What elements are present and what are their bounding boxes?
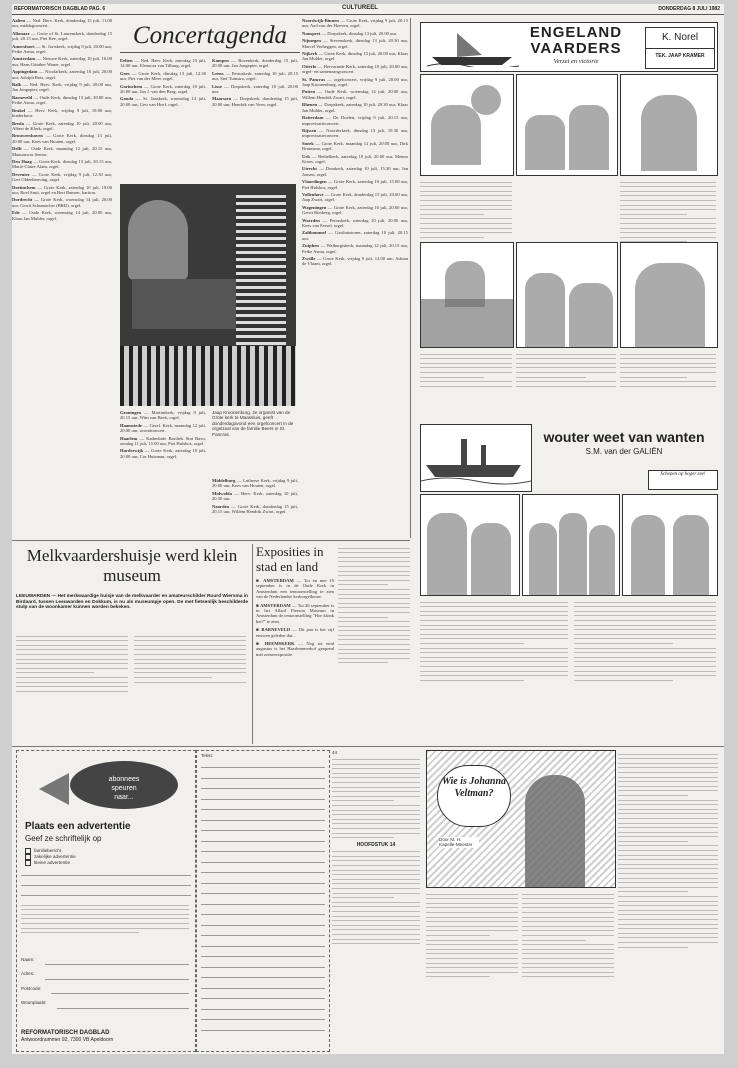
strip1-title2: VAARDERS: [530, 40, 622, 57]
concert-entry-text: — St. Janskerk, woensdag 14 juli, 20.00 uur, Gert van Hoef, orgel.: [120, 96, 206, 107]
concert-entry: [12, 69, 112, 80]
strip2-text-right: [574, 598, 716, 738]
label-tekst: Tekst:: [201, 753, 213, 758]
concert-entry: [12, 82, 112, 93]
concert-entry-place: Eelten: [120, 58, 133, 63]
concert-entry-place: Amsterdam: [12, 56, 36, 62]
concert-entry-text: — Grote Kerk, zaterdag 10 juli, 20.00 uur, Jan J. van den Berg, orgel.: [120, 83, 206, 95]
concert-entry: [212, 84, 298, 95]
concert-entry-text: — Grote Kerk, vrijdag 9 juli, 20.15 uur, Aad van der Hoeven, orgel.: [302, 18, 408, 29]
concert-entry-text: — St. Joriskerk, vrijdag 9 juli, 20.00 uur, Feike Asma, orgel.: [12, 43, 112, 55]
concert-entry-text: — Grote Kerk, zaterdag 10 juli, 19.00 uur, Roel Smit, orgel en Bert Rensen, bariton.: [12, 184, 112, 195]
strip2-ship-panel: [420, 424, 532, 492]
header-section: CULTUREEL: [342, 5, 378, 11]
concert-entry-place: Aalten: [12, 18, 26, 23]
concert-entry-place: St. Pancras: [302, 76, 326, 82]
ad-text-line[interactable]: [201, 893, 325, 894]
expo-continued: [338, 544, 410, 744]
story-col-3: [522, 890, 614, 1050]
concert-entry-place: Goes: [120, 70, 130, 76]
concert-entry-place: Leens: [212, 70, 224, 76]
concert-entry-text: — orgelconcert, vrijdag 9 juli, 20.00 uur, Jaap Kroonenburg, orgel.: [302, 76, 408, 88]
concert-entry-place: Maarssen: [212, 96, 232, 102]
organist-figure: [128, 200, 188, 280]
strip1-panel-5: [516, 242, 618, 348]
concert-entry-text: — Grote Kerk, dinsdag 13 juli, 20.15 uur, Marie-Claire Alain, orgel.: [12, 158, 112, 170]
ad-text-line[interactable]: [201, 883, 325, 884]
concert-entry-text: — Bethelkerk, zaterdag 10 juli, 20.00 uur, Menno Kroes, orgel.: [302, 153, 408, 164]
concert-entry-text: — Grote Kerk, dinsdag 13 juli, 12.30 uur, Piet van der Meer, orgel.: [120, 70, 206, 82]
concert-entry-text: — Dorpskerk, donderdag 15 juli, 20.00 uur, Hendrik van Veen, orgel.: [212, 96, 298, 107]
concert-entry-text: — Stevenskerk, dinsdag 13 juli, 20.30 uur, Marcel Verheggen, orgel.: [302, 38, 408, 49]
concert-section: [12, 18, 410, 538]
concert-entry-text: — Grote Kerk, zaterdag 10 juli, 20.00 uur, Cor Huisman, orgel.: [120, 448, 206, 459]
newspaper-page: [12, 4, 724, 1054]
concert-title-box: [120, 22, 300, 53]
concert-entry-place: Breda: [12, 120, 24, 126]
concert-entry-place: Vollenhove: [302, 191, 324, 197]
story-col-1: [332, 750, 420, 1050]
concert-entry-text: — Martinikerk, vrijdag 9 juli, 20.15 uur, Wim van Beek, orgel.: [120, 410, 206, 421]
ad-text-line[interactable]: [201, 967, 325, 968]
concert-entry-place: Nunspeet: [302, 30, 321, 36]
concert-entry: [12, 56, 112, 67]
adres-field[interactable]: [45, 979, 189, 980]
concert-entry: [302, 18, 408, 29]
concert-entry-text: — Noorderkerk, dinsdag 13 juli, 19.30 uur, improvisatieconcert.: [302, 127, 408, 139]
concert-entry: [212, 71, 298, 82]
museum-lead: LEEUWARDEN — Het merkwaardige huisje van de melkvaarder en amateurschilder Ruurd Wiersma in Birdaard, tussen Leeuwarden en Dokkum, is nu als museumpje open. De met fietsenlijk beschilderde stulp van de woonkamer kunnen worden bekeken.: [16, 594, 248, 611]
concert-entry: [12, 31, 112, 42]
concert-entry-text: — Grote Kerk, dinsdag 13 juli, 20.00 uur, Klaas Jan Mulder, orgel.: [302, 51, 408, 62]
concert-entry-place: Noordwijk-Binnen: [302, 18, 339, 23]
strip1-artist: TEK. JAAP KRAMER: [655, 53, 705, 59]
ad-text-line[interactable]: [201, 956, 325, 957]
concert-entry-place: Rotterdam: [302, 115, 324, 121]
strip1-credits: [645, 27, 715, 69]
concert-column: [12, 18, 112, 538]
naam-field[interactable]: [45, 964, 189, 965]
ad-text-line[interactable]: [201, 925, 325, 926]
concert-entry: [212, 58, 298, 69]
concert-entry-text: — Grote Kerk, dinsdag 13 juli, 20.00 uur, Kees van Houten, orgel.: [12, 133, 112, 144]
concert-entry-place: Gorinchem: [120, 83, 143, 89]
concert-entry: [120, 58, 206, 69]
concert-entry-text: — Grote Kerk, donderdag 15 juli, 20.15 uur, Willem Hendrik Zwart, orgel.: [212, 503, 298, 515]
concert-entry-place: Zutphen: [302, 243, 319, 249]
concert-entry-text: — Gasthuistoren, zaterdag 10 juli, 20.15 uur.: [302, 230, 408, 241]
concert-entry: [12, 159, 112, 170]
concert-entry-text: — Herv. Kerk, zaterdag 10 juli, 20.30 uur.: [212, 490, 298, 502]
concert-entry-text: — Oude Kerk, woensdag 14 juli, 20.00 uur, Willem Hendrik Zwart, orgel.: [302, 89, 408, 100]
concert-entry-text: — Petruskerk, zaterdag 10 juli, 20.15 uur, Stef Tuinstra, orgel.: [212, 70, 298, 82]
concert-entry: [302, 102, 408, 113]
header-date: DONDERDAG 8 JULI 1982: [658, 6, 720, 12]
ad-text-line[interactable]: [201, 820, 325, 821]
ad-footer-paper: REFORMATORISCH DAGBLAD: [21, 1030, 110, 1036]
concert-entry-place: Brakel: [12, 107, 26, 113]
concert-entry-text: — Geref. Kerk, maandag 12 juli, 20.00 uur, avondconcert.: [120, 422, 206, 434]
strip2-panel-2: [522, 494, 620, 596]
expo-place: HEEMSKERK: [264, 641, 295, 647]
photo-caption: Jaap Kroonenburg, 2e organist van de Grote kerk te Maassluis, geeft donderdagavond een orgelconcert in de orgelzaal van de familie Beers in St. Pancras.: [212, 410, 294, 437]
concert-entry: [12, 172, 112, 183]
ad-text-line[interactable]: [201, 872, 325, 873]
expo-text: — Nog tot eind augustus is het Haarlemmerhof geopend met zomerexpositie.: [256, 641, 334, 657]
concert-entry: [302, 154, 408, 165]
wie-author: Door M. H. Kapelle-Meester: [439, 837, 479, 848]
strip1-title-box: [420, 22, 718, 72]
ad-text-line[interactable]: [201, 977, 325, 978]
expo-text: — Dit jaar is het vijf eeuwen geleden dat...: [256, 627, 334, 638]
svg-text:naar...: naar...: [114, 794, 134, 801]
concert-entry-text: — Grote Kerk, zaterdag 10 juli, 20.00 uur, Gerrit Rietberg, orgel.: [302, 204, 408, 216]
label-woonplaats: Woonplaats:: [21, 1000, 47, 1006]
concert-entry: [302, 89, 408, 100]
concert-entry-place: Lisse: [212, 83, 222, 89]
concert-entry-place: Utrecht: [302, 166, 317, 172]
expo-place: BARNEVELD: [261, 627, 291, 633]
concert-entry-place: Midwolda: [212, 490, 232, 496]
strip1-panel-3: [620, 74, 718, 176]
concert-entry-place: Wageningen: [302, 204, 327, 210]
concert-entry: [12, 210, 112, 221]
concert-entry: [302, 230, 408, 241]
concert-entry: [12, 133, 112, 144]
concert-entry: [120, 84, 206, 95]
concert-entry: [120, 423, 206, 434]
concert-entry-place: Urk: [302, 153, 310, 159]
concert-entry: [302, 243, 408, 254]
megaphone-icon: [29, 759, 179, 815]
concert-entry-text: — Domkerk, zaterdag 10 juli, 15.30 uur, Jan Jonsen, orgel.: [302, 166, 408, 177]
story-col-4: [618, 750, 718, 1050]
concert-entry-place: Nijmegen: [302, 38, 321, 44]
concert-entry: [120, 410, 206, 421]
concert-entry-text: — Kathedrale Basiliek Sint Bavo, zondag 11 juli, 15.00 uur, Piet Hulsbos, orgel.: [120, 435, 206, 447]
concert-entry-place: Putten: [302, 89, 316, 95]
concert-entry-place: Nijkerk: [302, 51, 318, 57]
concert-entry-text: — Hervormde Kerk, zaterdag 10 juli, 20.00 uur, orgel- en samenzangconcert.: [302, 63, 408, 75]
concert-entry: [302, 31, 408, 36]
expo-section: [256, 544, 334, 744]
concert-entry-text: — Grote Kerk, vrijdag 9 juli, 12.00 uur, Adrian de Vlaam, orgel.: [302, 256, 408, 267]
concert-entry: [302, 166, 408, 177]
strip1-panel-2: [516, 74, 618, 176]
ad-text-line[interactable]: [201, 1030, 325, 1031]
concert-entry-text: — Lutherse Kerk, vrijdag 9 juli, 20.00 uur, Kees van Houten, orgel.: [212, 478, 298, 489]
ad-text-line[interactable]: [201, 851, 325, 852]
ad-footer-address: Antwoordnummer 92, 7300 VB Apeldoorn: [21, 1037, 114, 1043]
header-paper: REFORMATORISCH DAGBLAD PAG. 6: [14, 6, 106, 12]
ad-text-line[interactable]: [201, 914, 325, 915]
concert-entry-place: Woerden: [302, 217, 320, 223]
ad-text-line[interactable]: [201, 935, 325, 936]
concert-title: Concertagenda: [132, 22, 288, 49]
concert-entry: [212, 504, 298, 515]
ad-form-coupon: [16, 750, 196, 1052]
ad-type-option[interactable]: [25, 860, 185, 866]
concert-entry-text: — Walburgiskerk, maandag 12 juli, 20.15 uur, Feike Asma, orgel.: [302, 243, 408, 254]
concert-entry-text: — Ned. Herv. Kerk, donderdag 15 juli, 11.00 uur, middagconcert.: [12, 18, 112, 29]
concert-column: [120, 58, 206, 182]
concert-entry-place: Doetinchem: [12, 184, 36, 190]
label-postcode: Postcode:: [21, 985, 42, 991]
concert-entry-place: Vlaardingen: [302, 179, 327, 185]
ad-subheading: Geef ze schriftelijk op: [25, 834, 102, 843]
ad-type-label: familiebericht: [34, 848, 62, 854]
concert-column: [302, 18, 408, 538]
concert-entry: [212, 491, 298, 502]
concert-entry: [302, 128, 408, 139]
concert-entry: [12, 146, 112, 157]
ad-text-line[interactable]: [201, 778, 325, 779]
concert-entry: [212, 96, 298, 107]
organist-photo: [120, 184, 296, 406]
concert-entry-text: — Grote Kerk, donderdag 15 juli, 20.00 uur, Jaap Zwart, orgel.: [302, 191, 408, 203]
concert-entry-text: — Dorpskerk, zaterdag 10 juli, 20.00 uur.: [212, 83, 298, 95]
ad-text-line[interactable]: [201, 788, 325, 789]
postcode-field[interactable]: [51, 993, 189, 994]
strip2-title: wouter weet van wanten: [543, 429, 705, 445]
concert-entry: [302, 77, 408, 88]
concert-entry-text: — Bovenkerk, donderdag 15 juli, 20.00 uur, Jan Jongepier, orgel.: [212, 58, 298, 69]
concert-entry-text: — Oude Kerk, dinsdag 13 juli, 20.00 uur, Feike Asma, orgel.: [12, 94, 112, 106]
concert-entry: [12, 18, 112, 29]
concert-entry-text: — Oude Kerk, woensdag 14 juli, 20.00 uur, Klaas Jan Mulder, orgel.: [12, 210, 112, 221]
concert-entry-place: Deventer: [12, 171, 30, 177]
strip2-title-box: [532, 428, 716, 468]
label-adres: Adres:: [21, 971, 35, 977]
strip2-bubble: Schepen op hoger zee!: [648, 470, 718, 490]
concert-entry-place: Den Haag: [12, 158, 32, 164]
concert-entry-text: — Dorpskerk, dinsdag 13 juli, 20.00 uur.: [321, 30, 398, 36]
concert-entry-text: — Grote Kerk, vrijdag 9 juli, 12.30 uur, Gert Oldenbeuving, orgel.: [12, 171, 112, 183]
expo-title: Exposities in stad en land: [256, 544, 324, 574]
expo-item: ■ HEEMSKERK — Nog tot eind augustus is het Haarlemmerhof geopend met zomerexpositie.: [256, 641, 334, 657]
concert-entry-place: Dordrecht: [12, 197, 33, 203]
concert-entry: [120, 96, 206, 107]
ad-text-line[interactable]: [201, 988, 325, 989]
strip1-title1: ENGELAND: [529, 25, 623, 41]
expo-text: — Tot en met 19 september is in de Oude Kerk in Amsterdam een tentoonstelling te zien van de Nederlandse kerkorgelbouw.: [256, 578, 334, 600]
concert-entry-text: — Grote Kerk, zaterdag 10 juli, 20.00 uur, Albert de Klerk, orgel.: [12, 120, 112, 131]
ad-text-line[interactable]: [201, 1009, 325, 1010]
concert-entry: [12, 108, 112, 119]
concert-entry-place: Sneek: [302, 140, 314, 146]
strip2-panel-1: [420, 494, 520, 596]
concert-entry: [302, 205, 408, 216]
concert-entry-text: — Grote Kerk, maandag 12 juli, 20.00 uur, Dirk Bruinsma, orgel.: [302, 140, 408, 152]
concert-entry-place: Harderwijk: [120, 448, 144, 454]
organ-keys: [120, 346, 296, 406]
strip1-subtitle: Verzet en victorie: [553, 58, 599, 65]
ad-text-line[interactable]: [201, 862, 325, 863]
concert-entry-place: Haamstede: [120, 422, 142, 428]
concert-entry-place: Groningen: [120, 410, 142, 415]
concert-entry-text: — Grote Kerk, woensdag 14 juli, 20.00 uur, Gerrit Schumacher (BRD), orgel.: [12, 197, 112, 208]
concert-entry-place: Ede: [12, 210, 20, 216]
concert-entry: [302, 179, 408, 190]
ad-type-label: zakelijke advertentie: [34, 854, 76, 860]
ad-text-line[interactable]: [201, 1019, 325, 1020]
expo-text: — Tot 26 september is in het Allard Pierson Museum in Amsterdam de tentoonstelling "Hoe klonk het?" te zien.: [256, 602, 334, 624]
concert-entry-text: — Nieuwe Kerk, zaterdag 10 juli, 16.00 uur, Hans Günther Wauer, orgel.: [12, 56, 112, 67]
ad-text-line[interactable]: [201, 767, 325, 768]
concert-entry: [302, 192, 408, 203]
concert-entry-place: Gouda: [120, 96, 134, 102]
svg-text:speuren: speuren: [111, 785, 137, 792]
concert-entry-text: — Herv. Kerk, vrijdag 9 juli, 19.00 uur, kinderkoor.: [12, 107, 112, 119]
concert-entry-text: — Ned. Herv. Kerk, zaterdag 10 juli, 14.00 uur, Eleonora van Tilburg, orgel.: [120, 58, 206, 69]
strip1-panel-1: [420, 74, 514, 176]
concert-entry: [302, 141, 408, 152]
concert-entry-text: — Petruskerk, zaterdag 10 juli, 20.00 uur, Kees van Eersel, orgel.: [302, 217, 408, 228]
museum-article: [16, 544, 248, 744]
concert-entry-place: Appingedam: [12, 69, 38, 75]
concert-entry: [302, 218, 408, 229]
concert-entry-text: — Grote of St. Laurenskerk, donderdag 15 juli, 20.15 uur, Piet Kee, orgel.: [12, 30, 112, 42]
concert-entry-place: Naarden: [212, 503, 230, 509]
concert-entry: [302, 64, 408, 75]
story-number: 44: [332, 750, 338, 755]
concert-entry-text: — Grote Kerk, zaterdag 10 juli, 15.00 uur, Piet Hulsbos, orgel.: [302, 179, 408, 190]
expo-item: ■ AMSTERDAM — Tot 26 september is in het Allard Pierson Museum in Amsterdam de tentoonstelling "Hoe klonk het?" te zien.: [256, 602, 334, 624]
wie-title: Wie is Johanna Veltman?: [441, 776, 507, 799]
concert-entry: [120, 448, 206, 459]
concert-entry: [12, 95, 112, 106]
ad-heading: Plaats een advertentie: [25, 821, 131, 832]
ad-text-line[interactable]: [201, 809, 325, 810]
concert-entry-place: Rhenen: [302, 102, 318, 108]
concert-entry-text: — De Doelen, vrijdag 9 juli, 20.15 uur, improvisatieconcert.: [302, 115, 408, 126]
concert-entry-text: — Nicolaïkerk, zaterdag 10 juli, 20.00 uur, Adolph Rots, orgel.: [12, 69, 112, 80]
expo-item: ■ AMSTERDAM — Tot en met 19 september is in de Oude Kerk in Amsterdam een tentoonstelling te zien van de Nederlandse kerkorgelbouw.: [256, 578, 334, 600]
ad-text-line[interactable]: [201, 799, 325, 800]
ad-text-line[interactable]: [201, 998, 325, 999]
woonplaats-field[interactable]: [57, 1008, 189, 1009]
concert-entry-place: Amersfoort: [12, 43, 35, 49]
ad-brand-box: [29, 759, 179, 815]
expo-item: ■ BARNEVELD — Dit jaar is het vijf eeuwen geleden dat...: [256, 627, 334, 638]
label-naam: Naam:: [21, 957, 35, 962]
concert-entry: [120, 71, 206, 82]
expo-place: AMSTERDAM: [260, 602, 291, 608]
ad-text-line[interactable]: [201, 904, 325, 905]
concert-entry-place: Delft: [12, 146, 22, 152]
ad-text-line[interactable]: [201, 841, 325, 842]
concert-entry-text: — Oude Kerk, maandag 12 juli, 20.15 uur, Maaszuwas Sentor.: [12, 146, 112, 157]
concert-entry: [302, 115, 408, 126]
concert-entry-place: Kampen: [212, 58, 229, 63]
concert-entry-place: Zwolle: [302, 256, 316, 262]
ad-text-line[interactable]: [201, 830, 325, 831]
checkbox-icon[interactable]: [25, 860, 31, 866]
expo-place: AMSTERDAM: [263, 578, 294, 583]
strip2-text-left: [420, 598, 568, 738]
concert-entry: [12, 44, 112, 55]
concert-entry-place: Alkmaar: [12, 30, 30, 36]
concert-entry-place: Rijssen: [302, 127, 317, 133]
ad-text-area[interactable]: [196, 750, 330, 1052]
concert-entry: [12, 185, 112, 196]
concert-entry: [302, 51, 408, 62]
concert-entry-place: Barneveld: [12, 94, 33, 100]
concert-entry: [302, 256, 408, 267]
concert-column: [212, 58, 298, 182]
concert-entry-place: Brouwershaven: [12, 133, 43, 139]
concert-entry-place: Haarlem: [120, 435, 138, 441]
concert-entry: [120, 436, 206, 447]
story-col-2: [426, 890, 518, 1050]
wie-illustration: [426, 750, 616, 888]
museum-headline: Melkvaardershuisje werd klein museum: [26, 546, 238, 585]
concert-entry-text: — Dorpskerk, zaterdag 10 juli, 20.30 uur, Klaas Jan Mulder, orgel.: [302, 102, 408, 113]
ad-text-line[interactable]: [201, 946, 325, 947]
strip2-panel-3: [622, 494, 718, 596]
concert-entry: [12, 197, 112, 208]
strip1-author: K. Norel: [646, 28, 714, 49]
strip2-author: S.M. van der GALIËN: [585, 447, 663, 456]
svg-text:abonnees: abonnees: [108, 776, 140, 783]
concert-entry: [302, 38, 408, 49]
concert-entry-place: Otterlo: [302, 63, 317, 69]
concert-entry-text: — Ned. Herv. Kerk, vrijdag 9 juli, 20.00 uur, Jan Jongepier, orgel.: [12, 82, 112, 93]
strip1-ship-icon: [427, 27, 519, 67]
concert-entry-place: Middelburg: [212, 478, 236, 483]
concert-entry-place: Balk: [12, 82, 22, 88]
story-chapter: HOOFDSTUK 14: [356, 841, 396, 848]
page-header: [12, 4, 724, 15]
concert-column: [120, 410, 206, 538]
strip1-panel-4: [420, 242, 514, 348]
concert-entry-place: Zaltbommel: [302, 230, 326, 236]
strip1-panel-6: [620, 242, 718, 348]
concert-entry: [12, 121, 112, 132]
ad-type-label: kleine advertentie: [34, 860, 71, 866]
